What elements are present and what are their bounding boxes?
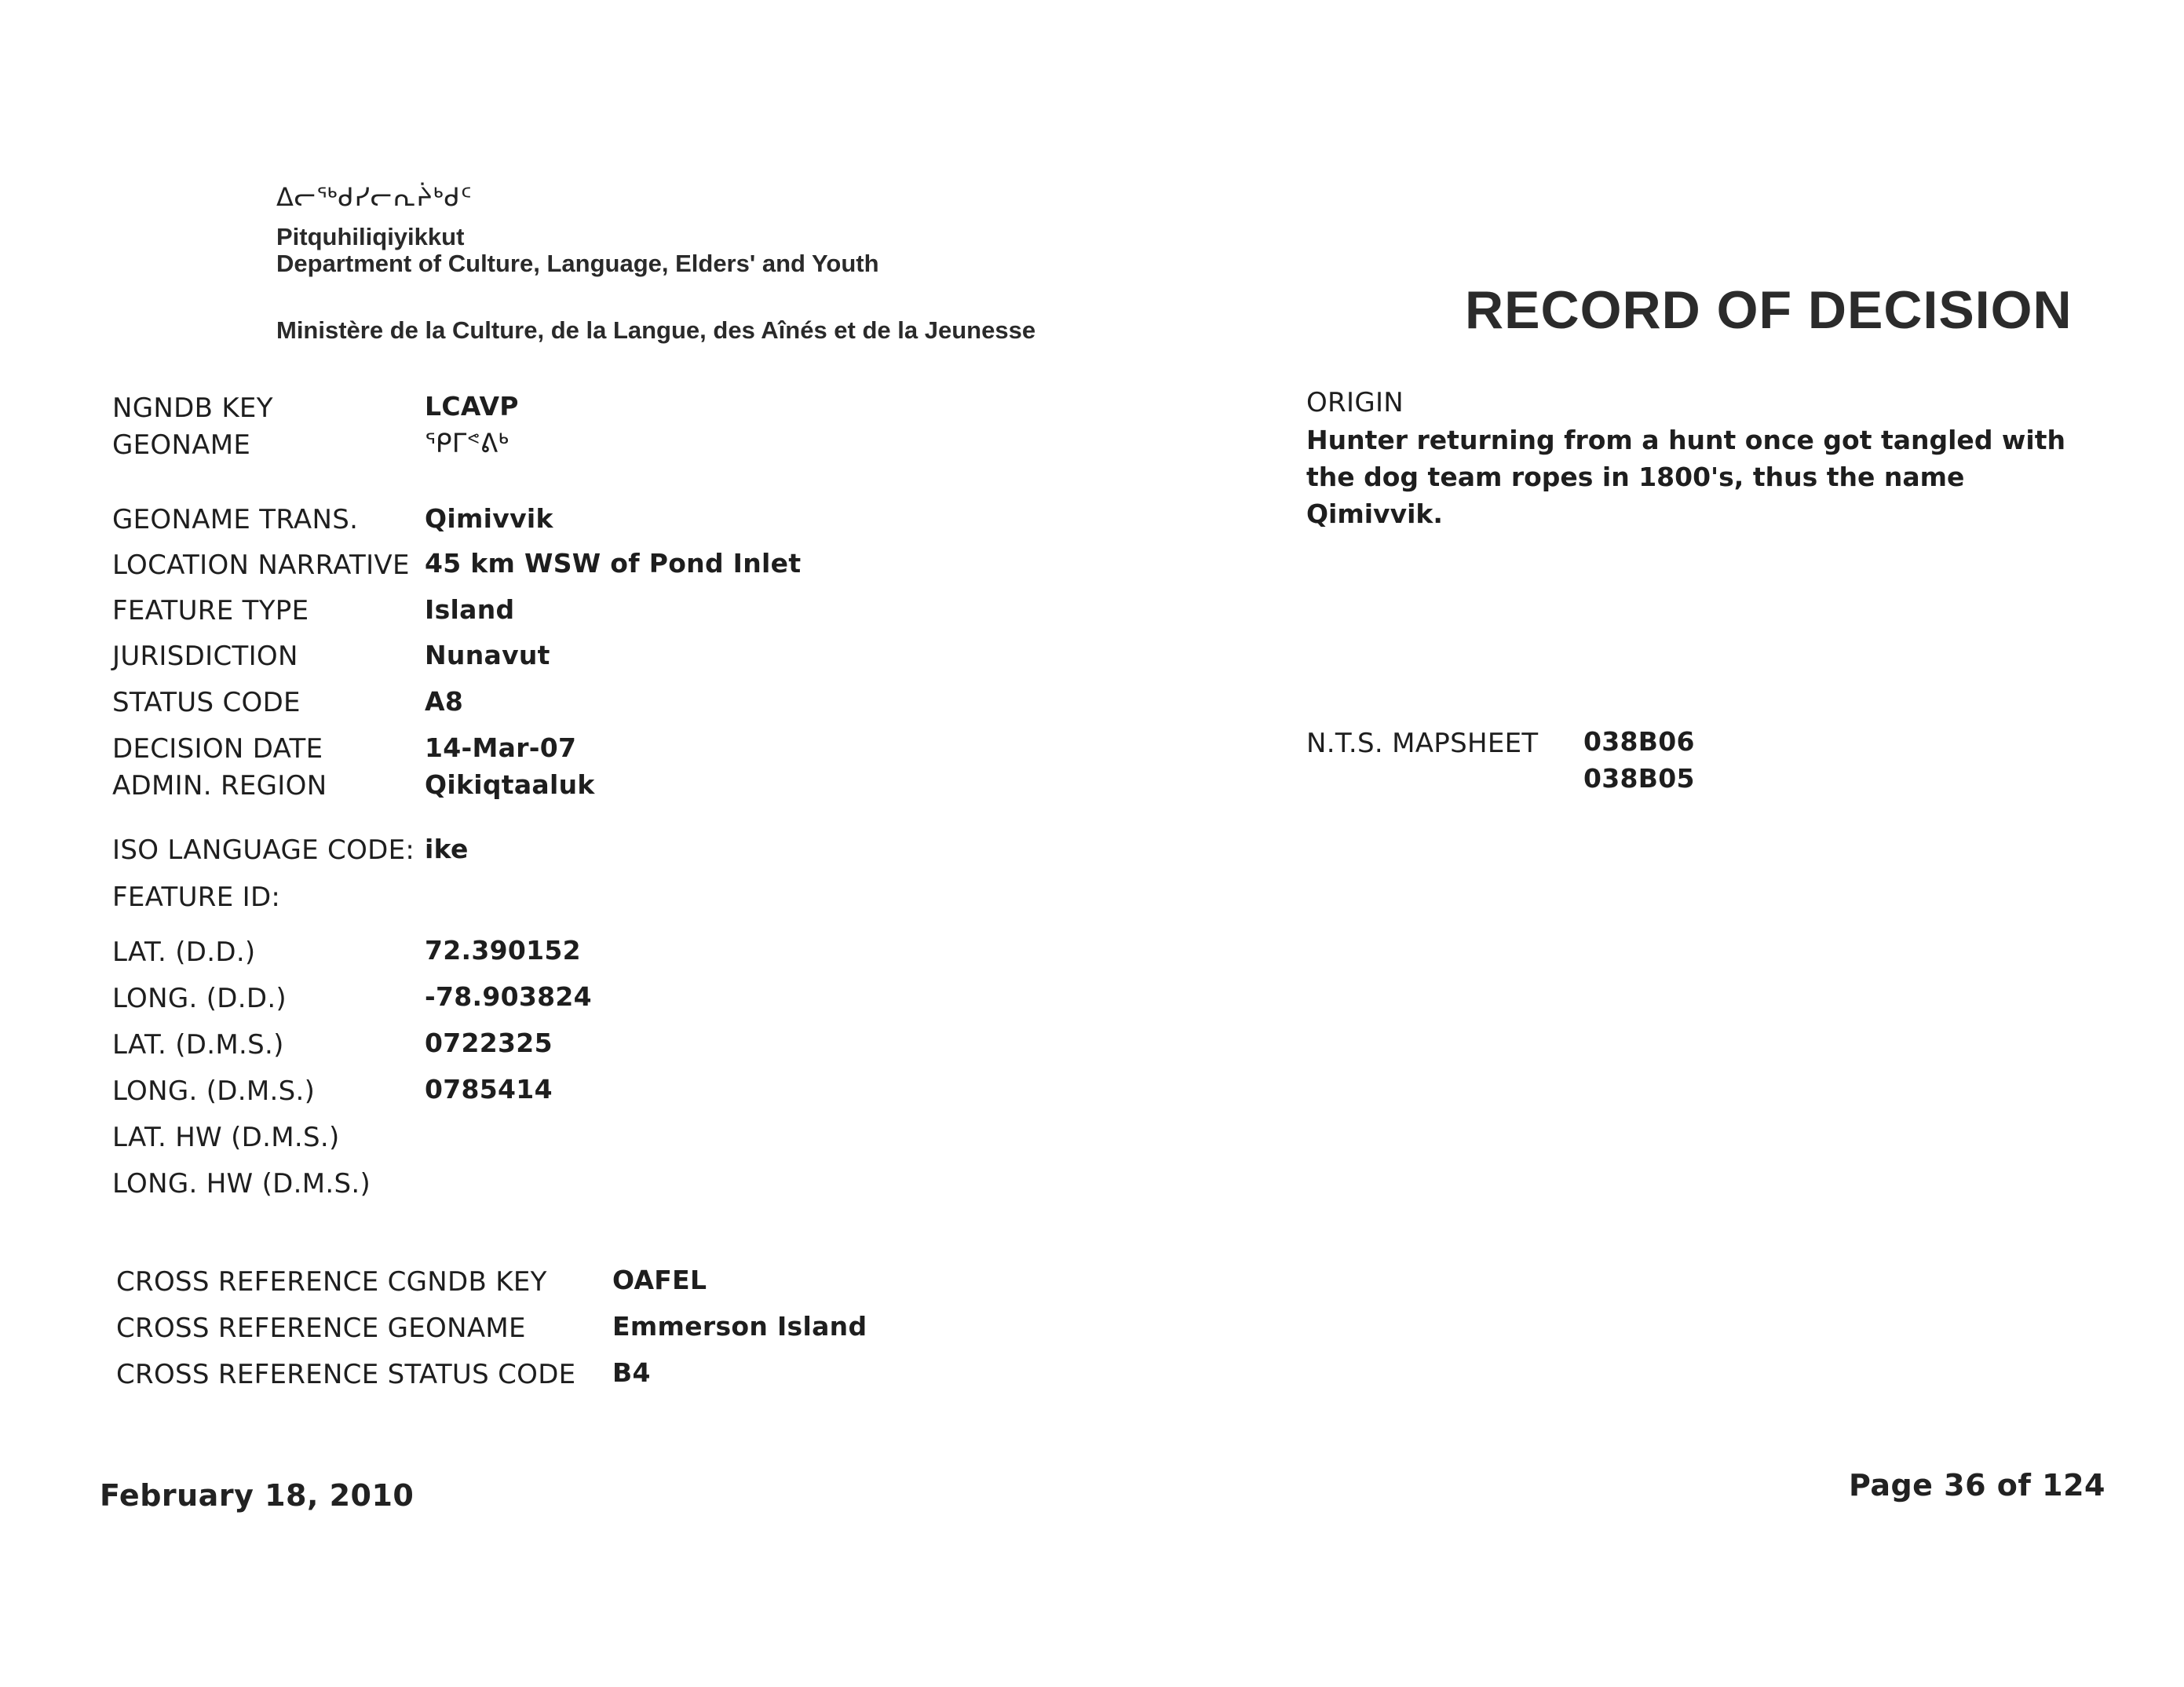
origin-label: ORIGIN — [1306, 387, 1404, 418]
iso-language-code-label: ISO LANGUAGE CODE: — [112, 834, 415, 866]
long-hw-dms-label: LONG. HW (D.M.S.) — [112, 1168, 371, 1200]
cross-ref-geoname-label: CROSS REFERENCE GEONAME — [116, 1313, 526, 1344]
long-dms-label: LONG. (D.M.S.) — [112, 1075, 316, 1107]
cross-ref-cgndb-key-value: OAFEL — [612, 1265, 707, 1295]
origin-text — [1306, 422, 2091, 532]
lat-hw-dms-label: LAT. HW (D.M.S.) — [112, 1122, 340, 1153]
long-dms-value: 0785414 — [425, 1074, 553, 1105]
cross-ref-cgndb-key-label: CROSS REFERENCE CGNDB KEY — [116, 1266, 547, 1298]
decision-date-label: DECISION DATE — [112, 733, 323, 765]
location-narrative-label: LOCATION NARRATIVE — [112, 550, 410, 581]
origin-line: the dog team ropes in 1800's, thus the name — [1306, 462, 1965, 492]
status-code-value: A8 — [425, 686, 464, 717]
status-code-label: STATUS CODE — [112, 687, 301, 718]
ngndb-key-value: LCAVP — [425, 391, 519, 422]
origin-line: Qimivvik. — [1306, 498, 1443, 529]
page-title: RECORD OF DECISION — [1465, 280, 2073, 340]
nts-mapsheet-value: 038B06 — [1583, 726, 1695, 757]
admin-region-label: ADMIN. REGION — [112, 770, 327, 802]
jurisdiction-value: Nunavut — [425, 640, 550, 670]
admin-region-value: Qikiqtaaluk — [425, 769, 595, 800]
iso-language-code-value: ike — [425, 834, 469, 864]
geoname-trans-label: GEONAME TRANS. — [112, 504, 359, 535]
department-syllabics: ᐃᓕᖅᑯᓯᓕᕆᔩᒃᑯᑦ — [276, 182, 473, 212]
page-number: Page 36 of 124 — [1849, 1468, 2105, 1503]
cross-ref-geoname-value: Emmerson Island — [612, 1311, 867, 1342]
feature-type-value: Island — [425, 594, 515, 625]
long-dd-value: -78.903824 — [425, 981, 592, 1012]
lat-dms-value: 0722325 — [425, 1028, 553, 1058]
nts-mapsheet-value: 038B05 — [1583, 763, 1695, 794]
cross-ref-status-code-value: B4 — [612, 1357, 651, 1388]
location-narrative-value: 45 km WSW of Pond Inlet — [425, 548, 802, 579]
feature-type-label: FEATURE TYPE — [112, 595, 309, 626]
lat-dms-label: LAT. (D.M.S.) — [112, 1029, 284, 1061]
decision-date-value: 14-Mar-07 — [425, 732, 577, 763]
nts-mapsheet-label: N.T.S. MAPSHEET — [1306, 728, 1539, 759]
department-french: Ministère de la Culture, de la Langue, des Aînés et de la Jeunesse — [276, 316, 1036, 344]
geoname-trans-value: Qimivvik — [425, 503, 553, 534]
geoname-value: ᕿᒥᕝᕕᒃ — [425, 428, 509, 458]
geoname-label: GEONAME — [112, 429, 251, 461]
cross-ref-status-code-label: CROSS REFERENCE STATUS CODE — [116, 1359, 576, 1390]
department-roman: Pitquhiliqiyikkut — [276, 223, 465, 250]
lat-dd-label: LAT. (D.D.) — [112, 937, 256, 968]
origin-line: Hunter returning from a hunt once got tangled with — [1306, 425, 2065, 455]
department-english: Department of Culture, Language, Elders' and Youth — [276, 250, 879, 277]
footer-date: February 18, 2010 — [100, 1478, 415, 1513]
feature-id-label: FEATURE ID: — [112, 882, 281, 913]
jurisdiction-label: JURISDICTION — [112, 641, 298, 672]
lat-dd-value: 72.390152 — [425, 935, 581, 966]
long-dd-label: LONG. (D.D.) — [112, 983, 287, 1014]
ngndb-key-label: NGNDB KEY — [112, 393, 273, 424]
